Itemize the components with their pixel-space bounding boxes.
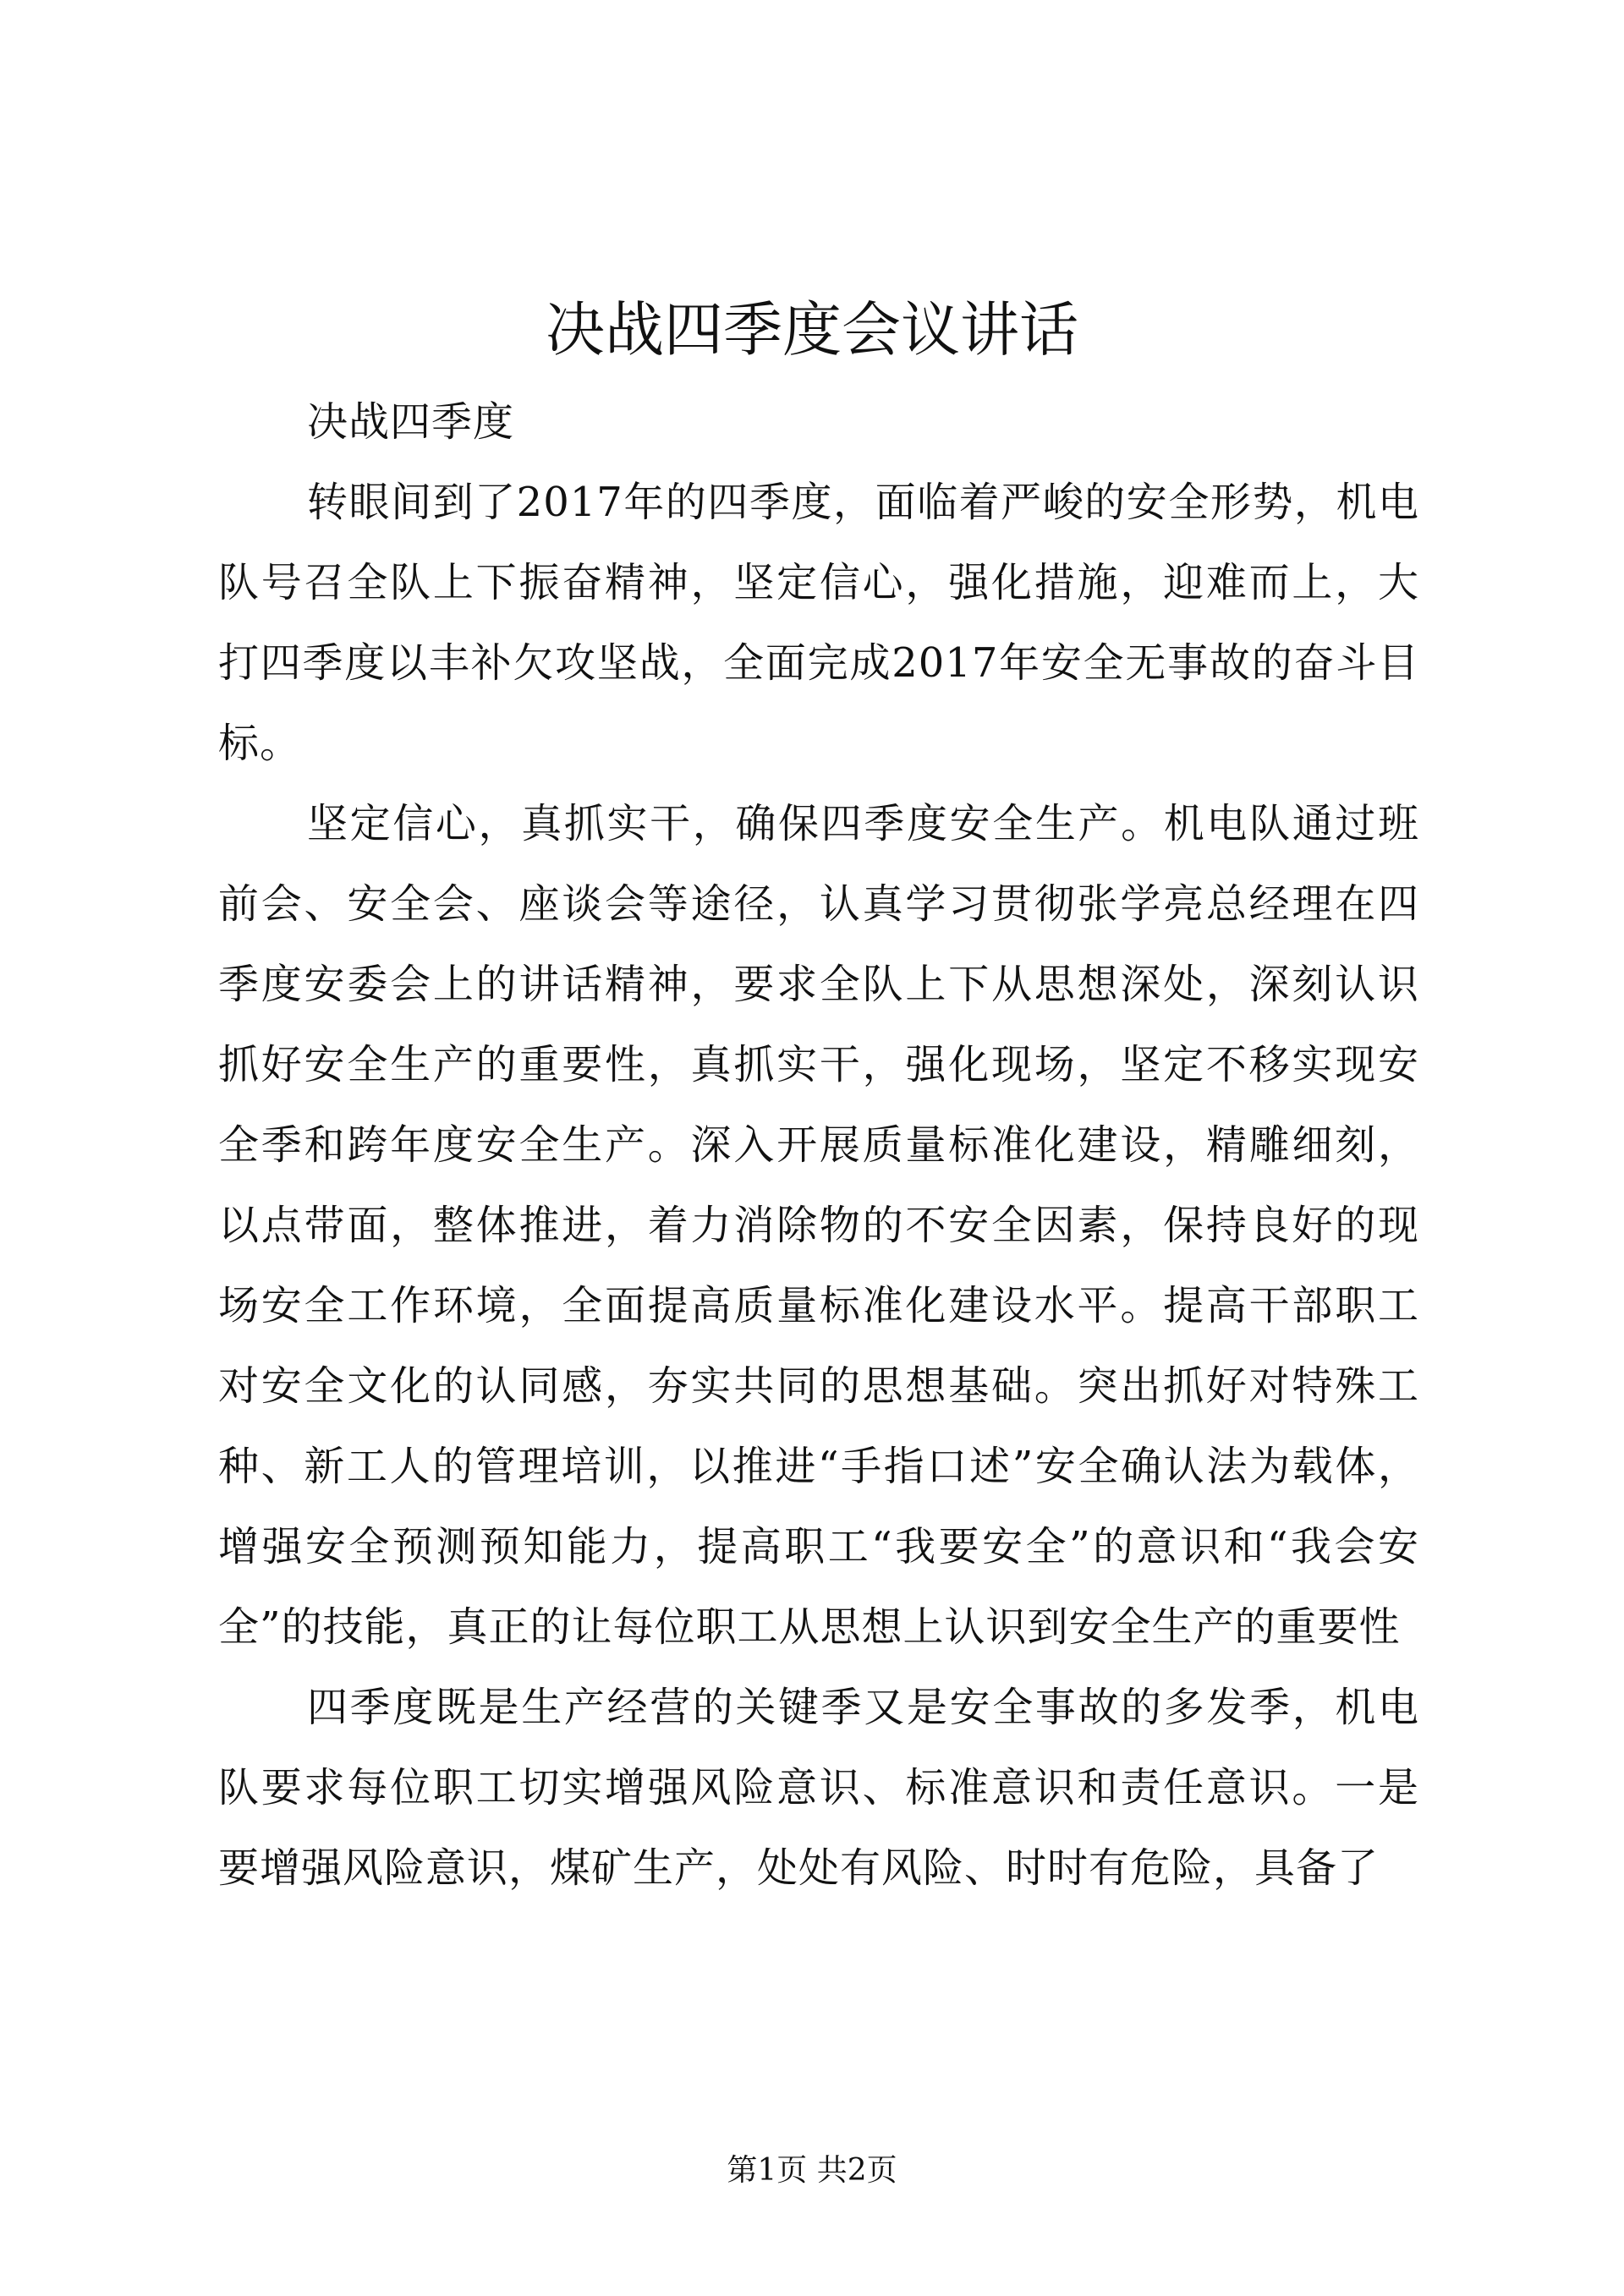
page-number-footer: 第1页 共2页 (727, 2153, 897, 2188)
paragraph-intro: 转眼间到了2017年的四季度，面临着严峻的安全形势，机电队号召全队上下振奋精神，坚定信心，强化措施，迎难而上，大打四季度以丰补欠攻坚战，全面完成2017年安全无事故的奋斗目标。 (218, 479, 1419, 767)
paragraph-risk-awareness: 四季度既是生产经营的关键季又是安全事故的多发季，机电队要求每位职工切实增强风险意识、标准意识和责任意识。一是要增强风险意识，煤矿生产，处处有风险、时时有危险，具备了 (218, 1684, 1419, 1892)
paragraph-subtitle: 决战四季度 (307, 398, 515, 446)
document-title: 决战四季度会议讲话 (546, 295, 1078, 364)
paragraph-confidence: 坚定信心，真抓实干，确保四季度安全生产。机电队通过班前会、安全会、座谈会等途径，认真学习贯彻张学亮总经理在四季度安委会上的讲话精神，要求全队上下从思想深处，深刻认识抓好安全生产的重要性，真抓实干，强化现场，坚定不移实现安全季和跨年度安全生产。深入开展质量标准化建设，精雕细刻，以点带面，整体推进，着力消除物的不安全因素，保持良好的现场安全工作环境，全面提高质量标准化建设水平。提高干部职工对安全文化的认同感，夯实共同的思想基础。突出抓好对特殊工种、新工人的管理培训，以推进“手指口述”安全确认法为载体，增强安全预测预知能力，提高职工“我要安全”的意识和“我会安全”的技能，真正的让每位职工从思想上认识到安全生产的重要性 (218, 800, 1419, 1651)
document-body (218, 382, 1419, 1909)
